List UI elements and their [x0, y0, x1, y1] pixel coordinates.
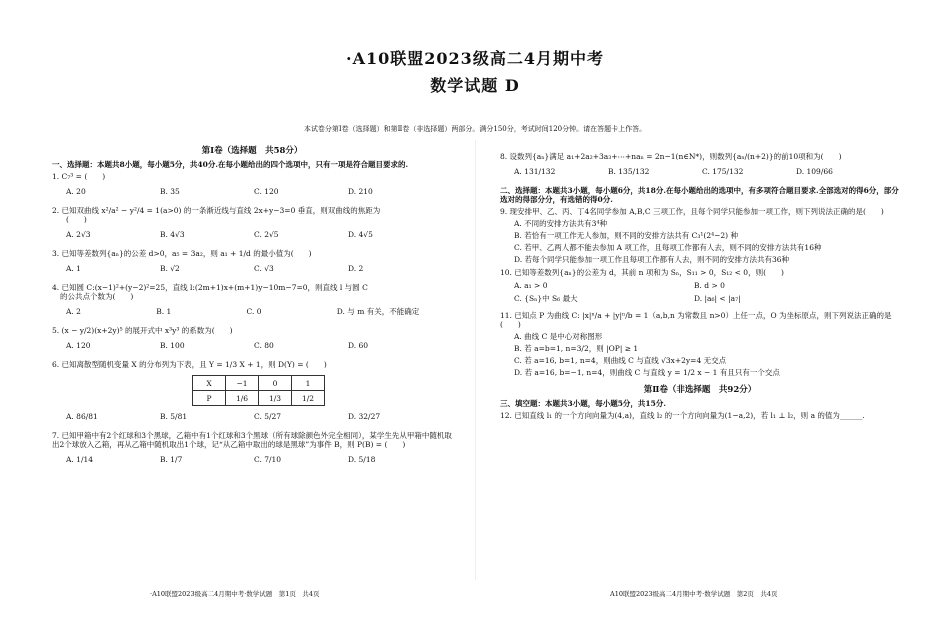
table-cell: 1/2	[292, 391, 325, 406]
table-row	[193, 376, 325, 391]
q3-option-b: B. √2	[160, 264, 180, 274]
left-column	[52, 140, 452, 474]
table-cell: P	[193, 391, 226, 406]
q3-options	[66, 264, 452, 273]
page-footer-right: A10联盟2023级高二4月期中考·数学试题 第2页 共4页	[610, 590, 778, 598]
q2-option-d: D. 4√5	[348, 230, 373, 240]
question-10: 10. 已知等差数列{aₙ}的公差为 d，其前 n 项和为 Sₙ，S₁₁ > 0，S₁₂ < 0，则( )	[500, 268, 784, 277]
q2-option-b: B. 4√3	[160, 230, 185, 240]
q2-option-c: C. 2√5	[254, 230, 279, 240]
q5-option-d: D. 60	[348, 341, 369, 351]
q3-option-d: D. 2	[348, 264, 364, 274]
part2-instructions: 二、选择题：本题共3小题，每小题6分，共18分.在每小题给出的选项中，有多项符合题目要求.全部选对的得6分，部分选对的得部分分，有选错的得0分.	[500, 186, 899, 204]
table-cell: 1/3	[259, 391, 292, 406]
q4-option-a: A. 2	[66, 307, 81, 317]
question-5: 5. (x − y/2)(x+2y)⁵ 的展开式中 x³y³ 的系数为( )	[52, 326, 233, 336]
table-row	[193, 391, 325, 406]
q8-options	[514, 167, 900, 176]
q11-option-a: A. 曲线 C 是中心对称图形	[514, 332, 603, 341]
q11-option-c: C. 若 a=16, b=1, n=4，则曲线 C 与直线 √3x+2y=4 无交点	[514, 356, 727, 365]
q9-option-c: C. 若甲、乙两人都不能去参加 A 项工作，且每项工作都有人去，则不同的安排方法共有16种	[514, 243, 822, 252]
q4-option-b: B. 1	[156, 307, 172, 317]
q3-option-c: C. √3	[254, 264, 274, 274]
q2-option-a: A. 2√3	[66, 230, 91, 240]
q10-option-a: A. a₁ > 0	[514, 281, 548, 290]
q1-option-c: C. 120	[254, 187, 279, 197]
q11-option-b: B. 若 a=b=1, n=3/2，则 |OP| ≥ 1	[514, 344, 639, 353]
question-4-cont: 的公共点个数为( )	[60, 292, 134, 302]
q9-option-b: B. 若恰有一项工作无人参加，则不同的安排方法共有 C₃¹(2⁴−2) 种	[514, 231, 738, 240]
table-cell: 1	[292, 376, 325, 391]
section2-title: 第Ⅱ卷（非选择题 共92分）	[643, 385, 757, 395]
right-column	[500, 140, 900, 420]
question-4: 4. 已知圆 C:(x−1)²+(y−2)²=25，直线 l:(2m+1)x+(m+1)y−10m−7=0，则直线 l 与圆 C	[52, 283, 368, 293]
page-footer-left: ·A10联盟2023级高二4月期中考·数学试题 第1页 共4页	[150, 590, 320, 598]
q10-option-b: B. d > 0	[694, 281, 725, 290]
q8-option-a: A. 131/132	[514, 167, 556, 176]
table-cell: 0	[259, 376, 292, 391]
q9-option-d: D. 若每个同学只能参加一项工作且每项工作都有人去，则不同的安排方法共有36种	[514, 255, 790, 264]
q5-option-b: B. 100	[160, 341, 185, 351]
q3-option-a: A. 1	[66, 264, 81, 274]
q10-option-c: C. {Sₙ}中 S₆ 最大	[514, 294, 578, 303]
q1-option-a: A. 20	[66, 187, 86, 197]
q7-option-a: A. 1/14	[66, 455, 94, 465]
q7-option-c: C. 7/10	[254, 455, 282, 465]
q9-option-a: A. 不同的安排方法共有3⁴种	[514, 219, 607, 228]
exam-title: ·A10联盟2023级高二4月期中考	[346, 49, 604, 68]
question-6: 6. 已知离散型随机变量 X 的分布列为下表，且 Y = 1/3 X + 1，则 D(Y) = ( )	[52, 360, 327, 370]
distribution-table	[192, 375, 325, 406]
q6-option-b: B. 5/81	[160, 412, 188, 422]
table-cell: −1	[226, 376, 259, 391]
question-11: 11. 已知点 P 为曲线 C: |x|ⁿ/a + |y|ⁿ/b = 1（a,b,n 为常数且 n>0）上任一点，O 为坐标原点，则下列说法正确的是( )	[500, 311, 892, 329]
part3-instructions: 三、填空题：本题共3小题，每小题5分，共15分.	[500, 399, 666, 409]
question-8: 8. 设数列{aₙ}满足 a₁+2a₂+3a₃+⋯+naₙ = 2n−1(n∈N*)，则数列{aₙ/(n+2)}的前10项和为( )	[500, 152, 842, 161]
q2-options	[66, 230, 452, 239]
q7-options	[66, 455, 452, 464]
question-9: 9. 现安排甲、乙、丙、丁4名同学参加 A,B,C 三项工作，且每个同学只能参加一项工作，则下列说法正确的是( )	[500, 207, 884, 216]
q1-option-b: B. 35	[160, 187, 180, 197]
exam-subtitle: 数学试题 D	[430, 76, 520, 95]
q4-option-c: C. 0	[246, 307, 262, 317]
q7-option-d: D. 5/18	[348, 455, 376, 465]
q1-option-d: D. 210	[348, 187, 373, 197]
section1-title: 第Ⅰ卷（选择题 共58分）	[201, 146, 303, 156]
question-7: 7. 已知甲箱中有2个红球和3个黑球，乙箱中有1个红球和3个黑球（所有球除颜色外完全相同），某学生先从甲箱中随机取出2个球放入乙箱，再从乙箱中随机取出1个球，记“从乙箱中取出的球是黑球”为事件 B，则 P(B) = ( )	[52, 431, 452, 450]
q11-option-d: D. 若 a=16, b=−1, n=4，则曲线 C 与直线 y = 1/2 x − 1 有且只有一个交点	[514, 368, 780, 377]
question-12: 12. 已知直线 l₁ 的一个方向向量为(4,a)，直线 l₂ 的一个方向向量为(1−a,2)，若 l₁ ⊥ l₂，则 a 的值为______.	[500, 411, 865, 421]
question-3: 3. 已知等差数列{aₙ}的公差 d>0，a₅ = 3a₂，则 a₁ + 1/d 的最小值为( )	[52, 249, 312, 259]
q8-option-b: B. 135/132	[608, 167, 650, 176]
question-1: 1. C₇³ = ( )	[52, 172, 106, 182]
exam-intro: 本试卷分第Ⅰ卷（选择题）和第Ⅱ卷（非选择题）两部分。满分150分，考试时间120分钟。请在答题卡上作答。	[303, 125, 647, 133]
column-divider	[475, 140, 476, 580]
q6-options	[66, 412, 452, 421]
q8-option-d: D. 109/66	[796, 167, 833, 176]
q10-option-d: D. |a₆| < |a₇|	[694, 294, 741, 303]
q7-option-b: B. 1/7	[160, 455, 183, 465]
question-2-cont: ( )	[66, 215, 87, 225]
q5-options	[66, 341, 452, 350]
table-cell: X	[193, 376, 226, 391]
q5-option-c: C. 80	[254, 341, 274, 351]
q1-options	[66, 187, 452, 196]
q6-option-c: C. 5/27	[254, 412, 282, 422]
q6-option-d: D. 32/27	[348, 412, 381, 422]
table-cell: 1/6	[226, 391, 259, 406]
part1-instructions: 一、选择题：本题共8小题，每小题5分，共40分.在每小题给出的四个选项中，只有一项是符合题目要求的.	[52, 160, 409, 170]
q4-option-d: D. 与 m 有关，不能确定	[336, 307, 420, 317]
q8-option-c: C. 175/132	[702, 167, 744, 176]
question-2: 2. 已知双曲线 x²/a² − y²/4 = 1(a>0) 的一条渐近线与直线 2x+y−3=0 垂直，则双曲线的焦距为	[52, 206, 381, 216]
q10-options	[514, 281, 900, 303]
q5-option-a: A. 120	[66, 341, 91, 351]
q4-options	[66, 307, 452, 316]
q6-option-a: A. 86/81	[66, 412, 98, 422]
